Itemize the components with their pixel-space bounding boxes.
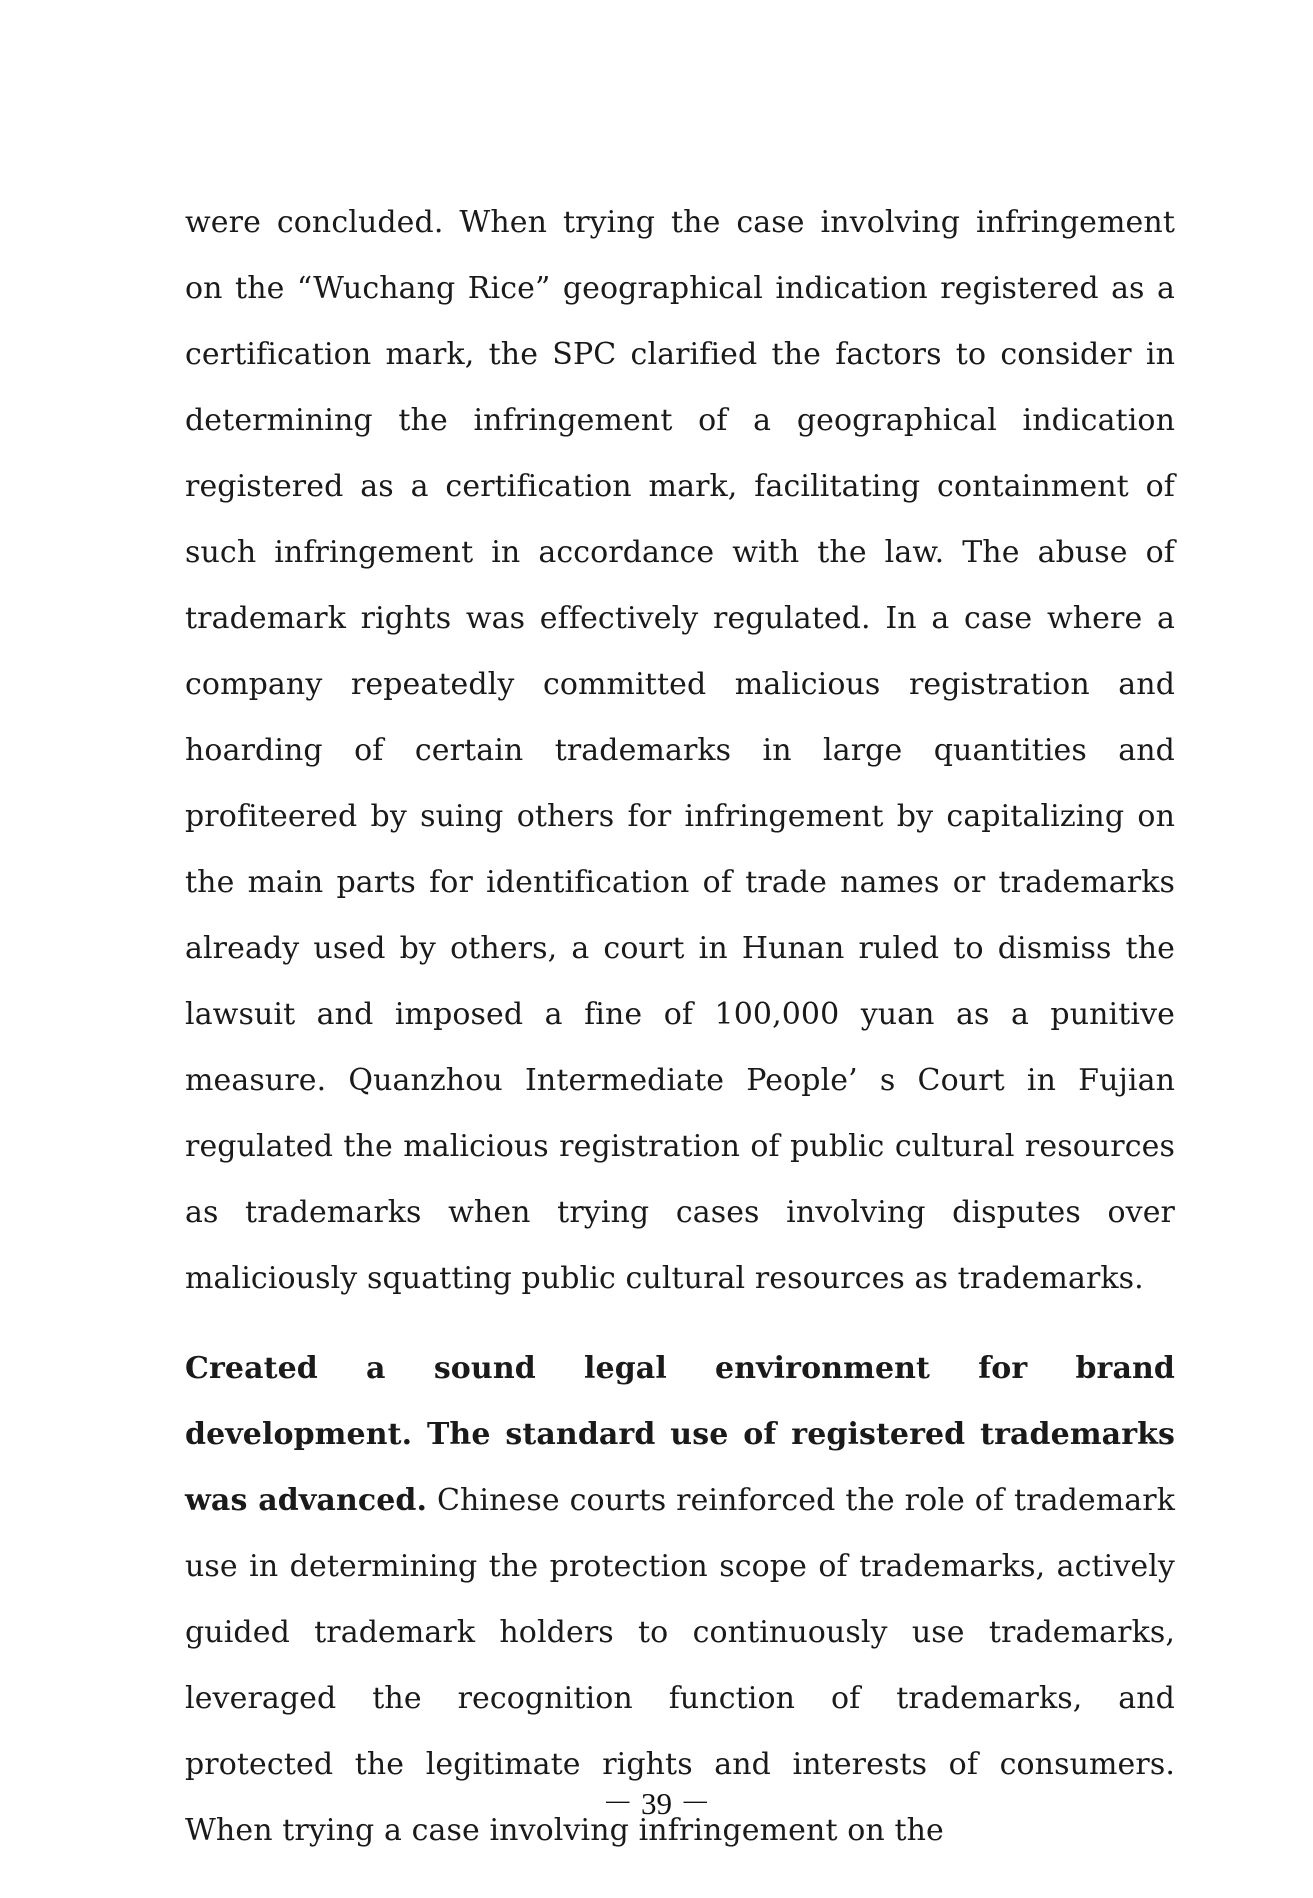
page-number: － 39 － [602, 1786, 711, 1821]
paragraph-trademark-abuse [185, 190, 1175, 1312]
paragraph-text: were concluded. When trying the case involving infringement on the “Wuchang Rice” geographical indication registered as a certification mark, the SPC clarified the factors to consider in determining the infringement of a geographical indication registered as a certification mark, facilitating containment of such infringement in accordance with the law. The abuse of trademark rights was effectively regulated. In a case where a company repeatedly committed malicious registration and hoarding of certain trademarks in large quantities and profiteered by suing others for infringement by capitalizing on the main parts for identification of trade names or trademarks already used by others, a court in Hunan ruled to dismiss the lawsuit and imposed a fine of 100,000 yuan as a punitive measure. Quanzhou Intermediate People’ s Court in Fujian regulated the malicious registration of public cultural resources as trademarks when trying cases involving disputes over maliciously squatting public cultural resources as trademarks. [185, 205, 1175, 1296]
body-text [185, 190, 1175, 1864]
paragraph-text: Chinese courts reinforced the role of trademark use in determining the protection scope of trademarks, actively guided trademark holders to continuously use trademarks, leveraged the recognition function of trademarks, and protected the legitimate rights and interests of consumers. When trying a case involving infringement on the [185, 1483, 1175, 1848]
paragraph-lead: Created a sound legal environment for brand development. The standard use of registered trademarks was advanced. [185, 1351, 1175, 1518]
